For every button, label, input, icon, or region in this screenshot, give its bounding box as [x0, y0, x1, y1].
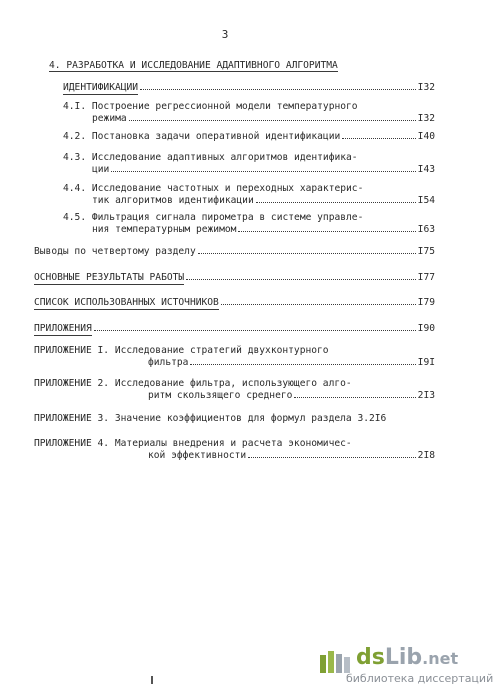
toc-section-title-cont: режима — [92, 113, 127, 124]
logo-ds: ds — [356, 645, 385, 670]
toc-appendix-title-cont: фильтра — [148, 357, 189, 368]
dot-leader — [342, 137, 415, 139]
page-number: 3 — [221, 28, 229, 41]
toc-page-number: I9I — [417, 357, 435, 368]
toc-page-number: 2I8 — [417, 450, 435, 461]
dot-leader — [129, 119, 416, 121]
toc-section-title-cont: тик алгоритмов идентификации — [92, 195, 254, 206]
dot-leader — [198, 252, 416, 254]
logo-caption: библиотека диссертаций — [346, 672, 493, 685]
toc-chapter-title-line2: ИДЕНТИФИКАЦИИ — [63, 82, 139, 93]
toc-section-line1 — [63, 152, 358, 164]
toc-page-number: I32 — [417, 82, 435, 93]
logo-lib: Lib — [384, 645, 423, 670]
toc-section-title-cont: ции — [92, 164, 110, 175]
toc-section-line1 — [63, 101, 358, 113]
toc-page-number: I79 — [417, 297, 435, 308]
dot-leader — [238, 230, 415, 232]
toc-conclusions-title: Выводы по четвертому разделу — [34, 246, 196, 257]
toc-appendix-title: ПРИЛОЖЕНИЕ 3. Значение коэффициентов для формул раздела 3.2 — [34, 413, 375, 424]
toc-appendix-line1 — [34, 345, 329, 357]
toc-appendix-line1 — [34, 378, 352, 390]
logo-net: .net — [422, 649, 459, 668]
toc-page-number: 2I3 — [417, 390, 435, 401]
toc-page-number: I32 — [417, 113, 435, 124]
toc-appendix-row2 — [148, 450, 435, 462]
dot-leader — [256, 201, 416, 203]
toc-section-line1 — [63, 183, 363, 195]
toc-appendix-line1 — [34, 438, 352, 450]
toc-section-title-cont: ния температурным режимом — [92, 224, 237, 235]
toc-section-row2 — [92, 164, 435, 176]
dslib-logo-text — [356, 645, 458, 670]
toc-chapter-title-line1: 4. РАЗРАБОТКА И ИССЛЕДОВАНИЕ АДАПТИВНОГО АЛГОРИТМА — [49, 60, 338, 71]
toc-appendices-title: ПРИЛОЖЕНИЯ — [34, 323, 92, 334]
toc-chapter-title-row2 — [63, 82, 435, 95]
toc-section-row — [63, 131, 435, 143]
toc-page-number: I77 — [417, 272, 435, 283]
dot-leader — [94, 329, 416, 331]
toc-chapter-title — [49, 60, 338, 72]
dot-leader — [140, 88, 416, 90]
dot-leader — [111, 170, 415, 172]
toc-section-title: 4.I. Построение регрессионной модели температурного — [63, 101, 358, 112]
toc-appendix-title: ПРИЛОЖЕНИЕ 4. Материалы внедрения и расчета экономичес- — [34, 438, 352, 449]
toc-appendix-row2 — [148, 390, 435, 402]
toc-section-line1 — [63, 212, 363, 224]
toc-section-row2 — [92, 113, 435, 125]
toc-section-title: 4.3. Исследование адаптивных алгоритмов идентифика- — [63, 152, 358, 163]
toc-page-number: I43 — [417, 164, 435, 175]
toc-page-number: I75 — [417, 246, 435, 257]
dot-leader — [190, 363, 415, 365]
toc-appendix-title: ПРИЛОЖЕНИЕ 2. Исследование фильтра, использующего алго- — [34, 378, 352, 389]
toc-section-row2 — [92, 224, 435, 236]
toc-main-results-title: ОСНОВНЫЕ РЕЗУЛЬТАТЫ РАБОТЫ — [34, 272, 185, 283]
scan-mark — [151, 676, 153, 684]
toc-appendix-row2 — [148, 357, 435, 369]
toc-appendix-title-cont: кой эффективности — [148, 450, 247, 461]
dot-leader — [294, 396, 415, 398]
toc-page-number: I40 — [417, 131, 435, 142]
toc-appendix-row — [34, 413, 386, 425]
toc-section-title: 4.4. Исследование частотных и переходных характерис- — [63, 183, 364, 194]
toc-references-title: СПИСОК ИСПОЛЬЗОВАННЫХ ИСТОЧНИКОВ — [34, 297, 219, 308]
toc-page-number: I90 — [417, 323, 435, 334]
toc-page-number: I6 — [374, 413, 387, 424]
toc-references-row — [34, 297, 435, 310]
toc-conclusions-row — [34, 246, 435, 258]
toc-appendices-row — [34, 323, 435, 336]
dot-leader — [248, 456, 415, 458]
toc-appendix-title-cont: ритм скользящего среднего — [148, 390, 293, 401]
dslib-watermark — [318, 645, 493, 685]
toc-main-results-row — [34, 272, 435, 285]
toc-section-title: 4.2. Постановка задачи оперативной идентификации — [63, 131, 341, 142]
dot-leader — [186, 278, 415, 280]
toc-page-number: I54 — [417, 195, 435, 206]
dot-leader — [221, 303, 416, 305]
toc-page-number: I63 — [417, 224, 435, 235]
toc-section-row2 — [92, 195, 435, 207]
toc-appendix-title: ПРИЛОЖЕНИЕ I. Исследование стратегий двухконтурного — [34, 345, 329, 356]
toc-section-title: 4.5. Фильтрация сигнала пирометра в системе управле- — [63, 212, 364, 223]
